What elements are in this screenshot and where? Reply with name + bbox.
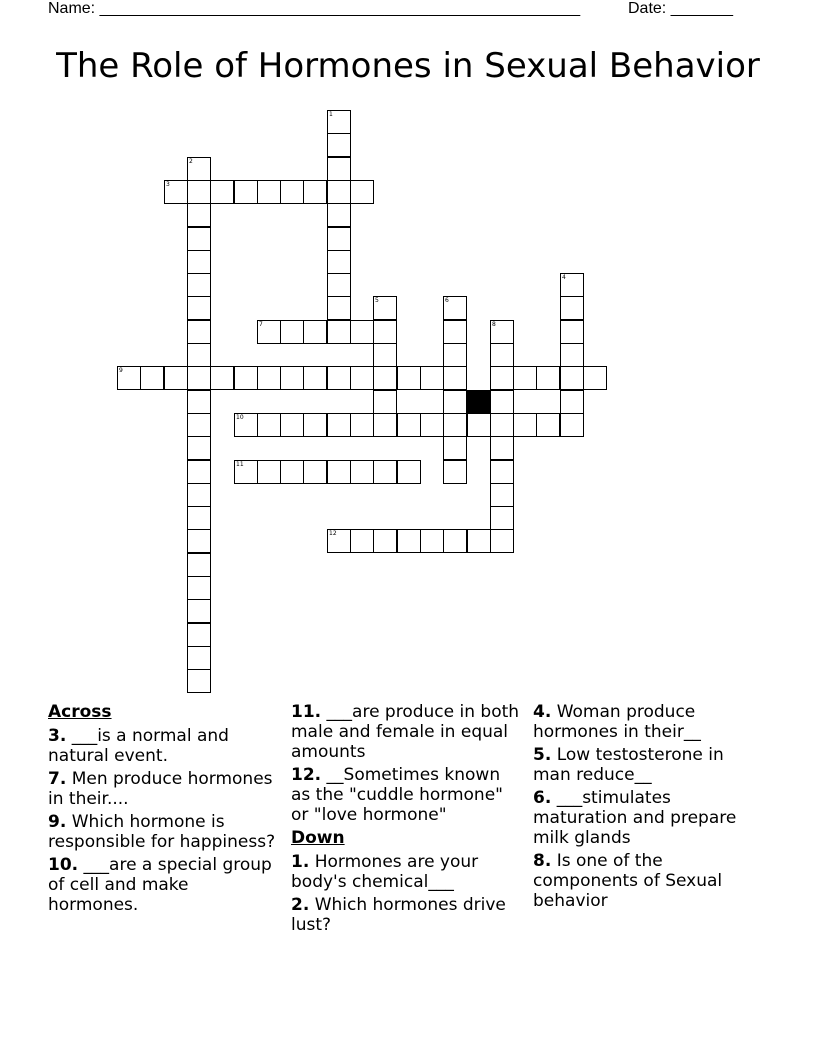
clue-number: 1 xyxy=(329,111,333,118)
crossword-cell[interactable] xyxy=(350,529,374,553)
crossword-cell[interactable] xyxy=(187,529,211,553)
crossword-cell[interactable] xyxy=(513,413,537,437)
crossword-cell[interactable] xyxy=(187,296,211,320)
crossword-cell[interactable] xyxy=(187,483,211,507)
crossword-cell[interactable] xyxy=(234,413,258,437)
crossword-cell[interactable] xyxy=(327,203,351,227)
crossword-cell[interactable] xyxy=(187,436,211,460)
crossword-cell[interactable] xyxy=(467,413,491,437)
crossword-cell[interactable] xyxy=(560,296,584,320)
across-clue: 9. Which hormone is responsible for happiness? xyxy=(48,812,276,852)
crossword-cell[interactable] xyxy=(187,320,211,344)
crossword-cell[interactable] xyxy=(327,296,351,320)
crossword-cell[interactable] xyxy=(490,506,514,530)
page-title: The Role of Hormones in Sexual Behavior xyxy=(56,46,760,86)
clue-number: 10 xyxy=(236,414,244,421)
crossword-cell[interactable] xyxy=(420,529,444,553)
crossword-cell[interactable] xyxy=(164,180,188,204)
crossword-cell[interactable] xyxy=(187,413,211,437)
crossword-cell[interactable] xyxy=(490,436,514,460)
crossword-cell[interactable] xyxy=(210,366,234,390)
crossword-cell[interactable] xyxy=(303,320,327,344)
crossword-cell[interactable] xyxy=(187,576,211,600)
crossword-cell[interactable] xyxy=(257,366,281,390)
crossword-cell[interactable] xyxy=(303,460,327,484)
crossword-cell[interactable] xyxy=(187,460,211,484)
crossword-cell[interactable] xyxy=(560,390,584,414)
crossword-cell[interactable] xyxy=(350,460,374,484)
crossword-cell[interactable] xyxy=(583,366,607,390)
crossword-cell[interactable] xyxy=(187,366,211,390)
crossword-cell[interactable] xyxy=(350,413,374,437)
crossword-cell[interactable] xyxy=(234,460,258,484)
clue-number: 9 xyxy=(119,367,123,374)
crossword-cell[interactable] xyxy=(443,413,467,437)
crossword-cell[interactable] xyxy=(373,343,397,367)
crossword-cell[interactable] xyxy=(490,320,514,344)
crossword-cell[interactable] xyxy=(187,273,211,297)
crossword-cell[interactable] xyxy=(560,320,584,344)
crossword-cell[interactable] xyxy=(117,366,141,390)
crossword-cell[interactable] xyxy=(443,460,467,484)
crossword-cell[interactable] xyxy=(303,366,327,390)
down-clue: 2. Which hormones drive lust? xyxy=(291,895,506,935)
crossword-cell[interactable] xyxy=(443,320,467,344)
crossword-cell[interactable] xyxy=(187,553,211,577)
crossword-cell[interactable] xyxy=(327,413,351,437)
crossword-cell[interactable] xyxy=(327,320,351,344)
down-clue: 5. Low testosterone in man reduce__ xyxy=(533,745,724,785)
across-clue: 7. Men produce hormones in their.... xyxy=(48,769,273,809)
down-heading: Down xyxy=(291,828,345,848)
crossword-cell[interactable] xyxy=(187,157,211,181)
crossword-cell[interactable] xyxy=(187,227,211,251)
crossword-cell[interactable] xyxy=(373,320,397,344)
crossword-cell[interactable] xyxy=(373,366,397,390)
crossword-cell[interactable] xyxy=(280,413,304,437)
crossword-cell[interactable] xyxy=(327,157,351,181)
crossword-cell[interactable] xyxy=(187,623,211,647)
crossword-cell[interactable] xyxy=(234,366,258,390)
crossword-cell[interactable] xyxy=(560,273,584,297)
crossword-cell[interactable] xyxy=(327,366,351,390)
crossword-cell[interactable] xyxy=(443,436,467,460)
crossword-cell[interactable] xyxy=(280,366,304,390)
crossword-cell[interactable] xyxy=(187,343,211,367)
crossword-cell[interactable] xyxy=(327,460,351,484)
crossword-cell[interactable] xyxy=(187,646,211,670)
crossword-cell[interactable] xyxy=(257,320,281,344)
clue-number: 3 xyxy=(166,181,170,188)
crossword-cell[interactable] xyxy=(420,366,444,390)
crossword-cell[interactable] xyxy=(490,529,514,553)
crossword-cell[interactable] xyxy=(257,460,281,484)
crossword-cell[interactable] xyxy=(373,296,397,320)
crossword-cell[interactable] xyxy=(536,413,560,437)
across-clue: 3. ___is a normal and natural event. xyxy=(48,726,229,766)
crossword-cell[interactable] xyxy=(397,413,421,437)
clue-number: 7 xyxy=(259,321,263,328)
crossword-cell[interactable] xyxy=(443,366,467,390)
crossword-cell[interactable] xyxy=(420,413,444,437)
crossword-cell[interactable] xyxy=(443,529,467,553)
down-clue: 4. Woman produce hormones in their__ xyxy=(533,702,701,742)
crossword-cell[interactable] xyxy=(234,180,258,204)
crossword-cell[interactable] xyxy=(373,390,397,414)
crossword-cell[interactable] xyxy=(560,343,584,367)
crossword-cell[interactable] xyxy=(164,366,188,390)
crossword-cell[interactable] xyxy=(490,366,514,390)
crossword-cell[interactable] xyxy=(210,180,234,204)
clues-column-2 xyxy=(291,702,521,938)
crossword-cell[interactable] xyxy=(327,133,351,157)
crossword-cell[interactable] xyxy=(560,366,584,390)
crossword-cell[interactable] xyxy=(187,669,211,693)
crossword-cell[interactable] xyxy=(257,413,281,437)
crossword-cell[interactable] xyxy=(327,529,351,553)
crossword-cell[interactable] xyxy=(327,227,351,251)
crossword-cell[interactable] xyxy=(350,320,374,344)
crossword-cell[interactable] xyxy=(187,203,211,227)
down-clue: 6. ___stimulates maturation and prepare milk glands xyxy=(533,788,737,848)
clue-number: 6 xyxy=(445,297,449,304)
crossword-cell[interactable] xyxy=(443,390,467,414)
across-clue: 10. ___are a special group of cell and make hormones. xyxy=(48,855,272,915)
across-heading: Across xyxy=(48,702,112,722)
crossword-cell[interactable] xyxy=(373,460,397,484)
clues-column-3 xyxy=(533,702,763,914)
crossword-cell[interactable] xyxy=(536,366,560,390)
down-clue: 8. Is one of the components of Sexual behavior xyxy=(533,851,723,911)
clues-column-1 xyxy=(48,702,278,918)
crossword-cell[interactable] xyxy=(397,366,421,390)
clue-number: 4 xyxy=(562,274,566,281)
crossword-cell[interactable] xyxy=(327,180,351,204)
crossword-cell[interactable] xyxy=(280,320,304,344)
across-clue: 12. __Sometimes known as the "cuddle hormone" or "love hormone" xyxy=(291,765,503,825)
crossword-cell[interactable] xyxy=(327,273,351,297)
clue-number: 12 xyxy=(329,530,337,537)
crossword-cell[interactable] xyxy=(327,250,351,274)
clue-number: 2 xyxy=(189,158,193,165)
crossword-cell[interactable] xyxy=(490,483,514,507)
crossword-block-cell xyxy=(467,390,491,414)
crossword-cell[interactable] xyxy=(280,460,304,484)
crossword-cell[interactable] xyxy=(490,413,514,437)
crossword-cell[interactable] xyxy=(490,460,514,484)
name-label: Name: ______________________________________________________ xyxy=(48,0,581,17)
crossword-cell[interactable] xyxy=(187,599,211,623)
crossword-cell[interactable] xyxy=(327,110,351,134)
crossword-cell[interactable] xyxy=(513,366,537,390)
crossword-cell[interactable] xyxy=(350,366,374,390)
crossword-cell[interactable] xyxy=(257,180,281,204)
crossword-cell[interactable] xyxy=(443,296,467,320)
clue-number: 11 xyxy=(236,461,244,468)
crossword-cell[interactable] xyxy=(467,529,491,553)
clue-number: 8 xyxy=(492,321,496,328)
crossword-cell[interactable] xyxy=(397,460,421,484)
crossword-cell[interactable] xyxy=(373,413,397,437)
crossword-cell[interactable] xyxy=(373,529,397,553)
crossword-cell[interactable] xyxy=(187,506,211,530)
crossword-cell[interactable] xyxy=(187,250,211,274)
crossword-cell[interactable] xyxy=(187,180,211,204)
crossword-cell[interactable] xyxy=(280,180,304,204)
down-clue: 1. Hormones are your body's chemical___ xyxy=(291,852,479,892)
date-label: Date: _______ xyxy=(628,0,733,17)
crossword-cell[interactable] xyxy=(490,390,514,414)
crossword-cell[interactable] xyxy=(187,390,211,414)
crossword-cell[interactable] xyxy=(560,413,584,437)
across-clue: 11. ___are produce in both male and female in equal amounts xyxy=(291,702,520,762)
clue-number: 5 xyxy=(375,297,379,304)
crossword-cell[interactable] xyxy=(303,180,327,204)
crossword-cell[interactable] xyxy=(490,343,514,367)
crossword-cell[interactable] xyxy=(140,366,164,390)
crossword-cell[interactable] xyxy=(350,180,374,204)
crossword-cell[interactable] xyxy=(397,529,421,553)
crossword-cell[interactable] xyxy=(303,413,327,437)
crossword-cell[interactable] xyxy=(443,343,467,367)
